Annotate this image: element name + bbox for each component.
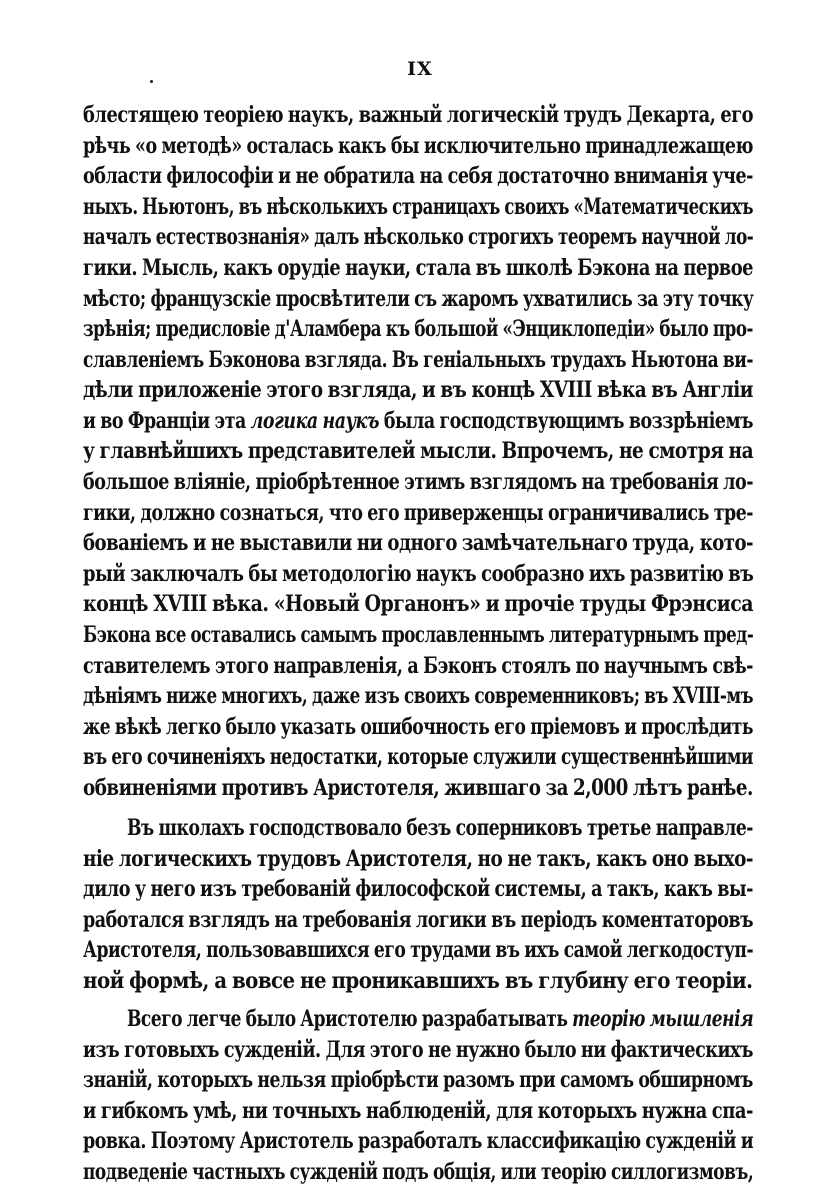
text-line: большое вліяніе, пріобрѣтенное этимъ взглядомъ на требованія ло- xyxy=(83,469,753,495)
text-line: славленіемъ Бэконова взгляда. Въ геніальныхъ трудахъ Ньютона ви- xyxy=(83,346,754,373)
text-line: подведеніе частныхъ сужденій подъ общія, или теорію силлогизмовъ, xyxy=(83,1159,754,1185)
text-line: ставителемъ этого направленія, а Бэконъ стоялъ по научнымъ свѣ- xyxy=(83,652,753,679)
text-line: и во Франціи эта логика наукъ была господствующимъ воззрѣніемъ xyxy=(83,407,754,434)
text-line: гики, должно сознаться, что его приверженцы ограничивались тре- xyxy=(83,499,754,526)
text-line: рѣчь «о методѣ» осталась какъ бы исключительно принадлежащею xyxy=(83,132,753,159)
ink-speck xyxy=(150,80,153,83)
text-line: дѣніямъ ниже многихъ, даже изъ своихъ современниковъ; въ XVIII-мъ xyxy=(83,683,754,710)
italic-phrase: теорію мышленія xyxy=(572,1006,754,1033)
text-line: ровка. Поэтому Аристотель разработалъ классификацію сужденій и xyxy=(83,1128,754,1155)
text-line: началъ естествознанія» далъ нѣсколько строгихъ теоремъ научной ло- xyxy=(83,224,754,251)
text-line: области философіи и не обратила на себя достаточно вниманія уче- xyxy=(83,163,753,190)
text-line: ніе логическихъ трудовъ Аристотеля, но не такъ, какъ оно выхо- xyxy=(83,845,753,872)
text-line: работался взглядъ на требованія логики въ періодъ коментаторовъ xyxy=(83,906,754,933)
text-line: мѣсто; французскіе просвѣтители съ жаромъ ухватились за эту точку xyxy=(83,285,754,312)
text-line: обвиненіями противъ Аристотеля, жившаго за 2,000 лѣтъ ранѣе. xyxy=(83,774,753,801)
text-line: зрѣнія; предисловіе д'Аламбера къ большой «Энциклопедіи» было про- xyxy=(83,316,753,343)
text-line: дѣли приложеніе этого взгляда, и въ концѣ XVIII вѣка въ Англіи xyxy=(83,377,754,404)
text-line: концѣ XVIII вѣка. «Новый Органонъ» и прочіе труды Фрэнсиса xyxy=(83,591,754,618)
text-line: въ его сочиненіяхъ недостатки, которые служили существеннѣйшими xyxy=(83,744,754,771)
text-line: и гибкомъ умѣ, ни точныхъ наблюденій, для которыхъ нужна спа- xyxy=(83,1097,754,1124)
italic-phrase: логика наукъ xyxy=(250,407,380,434)
text-line: знаній, которыхъ нельзя пріобрѣсти разомъ при самомъ обширномъ xyxy=(83,1067,753,1094)
text-line: Аристотеля, пользовавшихся его трудами въ ихъ самой легкодоступ- xyxy=(83,937,754,964)
text-line: рый заключалъ бы методологію наукъ сообразно ихъ развитію въ xyxy=(83,560,754,587)
text-line: бованіемъ и не выставили ни одного замѣчательнаго труда, кото- xyxy=(83,530,754,557)
text-line: дило у него изъ требованій философской системы, а такъ, какъ вы- xyxy=(83,876,753,903)
text-line: изъ готовыхъ сужденій. Для этого не нужно было ни фактическихъ xyxy=(83,1036,753,1063)
text-line: у главнѣйшихъ представителей мысли. Впрочемъ, не смотря на xyxy=(83,438,754,465)
text-line: Бэкона все оставались самымъ прославленнымъ литературнымъ пред- xyxy=(83,621,754,648)
text-line: же вѣкѣ легко было указать ошибочность его пріемовъ и прослѣдить xyxy=(83,713,754,740)
text-line: Всего легче было Аристотелю разрабатывать теорію мышленія xyxy=(127,1006,754,1033)
page-number: IX xyxy=(407,58,433,80)
text-line: Въ школахъ господствовало безъ соперниковъ третье направле- xyxy=(127,814,753,841)
text-line: ныхъ. Ньютонъ, въ нѣсколькихъ страницахъ своихъ «Математическихъ xyxy=(83,193,754,220)
text-line: гики. Мысль, какъ орудіе науки, стала въ школѣ Бэкона на первое xyxy=(83,254,754,281)
text-line: блестящею теоріею наукъ, важный логическій трудъ Декарта, его xyxy=(83,102,754,128)
text-line: ной формѣ, а вовсе не проникавшихъ въ глубину его теоріи. xyxy=(83,967,753,994)
